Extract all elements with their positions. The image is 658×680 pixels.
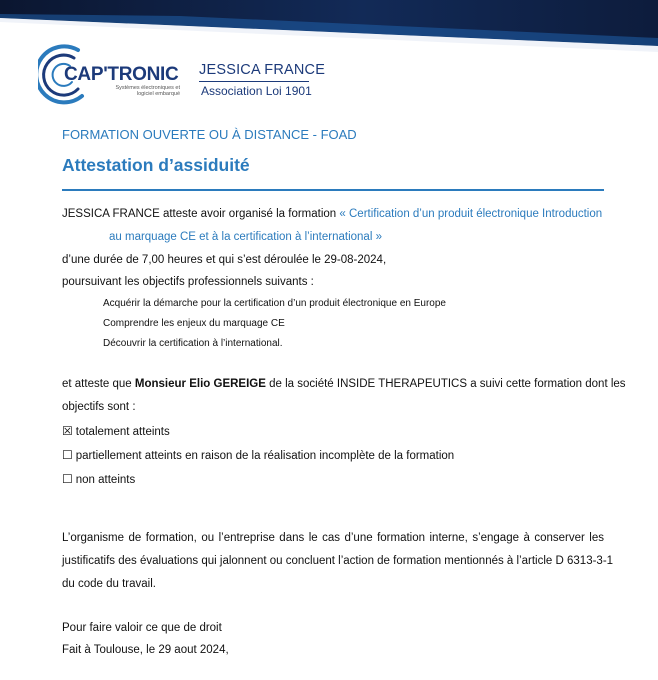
title-divider (62, 189, 604, 191)
option-label: totalement atteints (75, 426, 170, 438)
captronic-logo-name: CAP'TRONIC (64, 64, 179, 85)
option-totalement (62, 424, 170, 438)
section-label: FORMATION OUVERTE OU À DISTANCE - FOAD (62, 127, 357, 142)
option-partiellement (62, 448, 454, 462)
option-label: partiellement atteints en raison de la réalisation incomplète de la formation (75, 450, 455, 462)
page-title: Attestation d’assiduité (62, 155, 250, 175)
training-title-line1: « Certification d’un produit électronique Introduction (339, 208, 603, 220)
commitment-line: du code du travail. (62, 578, 156, 590)
checked-box-icon: ☒ (62, 424, 73, 438)
objective-item: Comprendre les enjeux du marquage CE (103, 318, 285, 329)
unchecked-box-icon: ☐ (62, 448, 73, 462)
association-type: Association Loi 1901 (201, 84, 312, 98)
association-name: JESSICA FRANCE (199, 62, 326, 78)
option-label: non atteints (75, 474, 136, 486)
training-title-line2: au marquage CE et à la certification à l’international » (109, 231, 382, 243)
closing-line: Pour faire valoir ce que de droit (62, 622, 222, 634)
attest-prefix: et atteste que (62, 378, 132, 390)
attest-line2: objectifs sont : (62, 401, 136, 413)
objective-item: Acquérir la démarche pour la certification d’un produit électronique en Europe (103, 298, 446, 309)
participant-name: Monsieur Elio GEREIGE (134, 378, 266, 390)
intro-line (62, 208, 602, 220)
association-divider (199, 81, 309, 82)
commitment-line: L’organisme de formation, ou l’entreprise dans le cas d’une formation interne, s’engage à conserver les (62, 532, 604, 544)
duration-line: d’une durée de 7,00 heures et qui s’est déroulée le 29-08-2024, (62, 254, 387, 266)
option-non-atteints (62, 472, 135, 486)
place-date: Fait à Toulouse, le 29 aout 2024, (62, 644, 229, 656)
objectives-intro: poursuivant les objectifs professionnels suivants : (62, 276, 314, 288)
attest-suffix: de la société INSIDE THERAPEUTICS a suivi cette formation dont les (269, 378, 626, 390)
intro-prefix: JESSICA FRANCE atteste avoir organisé la formation (62, 208, 337, 220)
captronic-logo-tagline: Systèmes électroniques et logiciel embarqué (115, 85, 180, 97)
objective-item: Découvrir la certification à l’international. (103, 338, 283, 349)
commitment-line: justificatifs des évaluations qui jalonnent ou concluent l’action de formation mentionnés à l’article D 6313-3-1 (62, 555, 614, 567)
unchecked-box-icon: ☐ (62, 472, 73, 486)
attest-line (62, 378, 626, 390)
